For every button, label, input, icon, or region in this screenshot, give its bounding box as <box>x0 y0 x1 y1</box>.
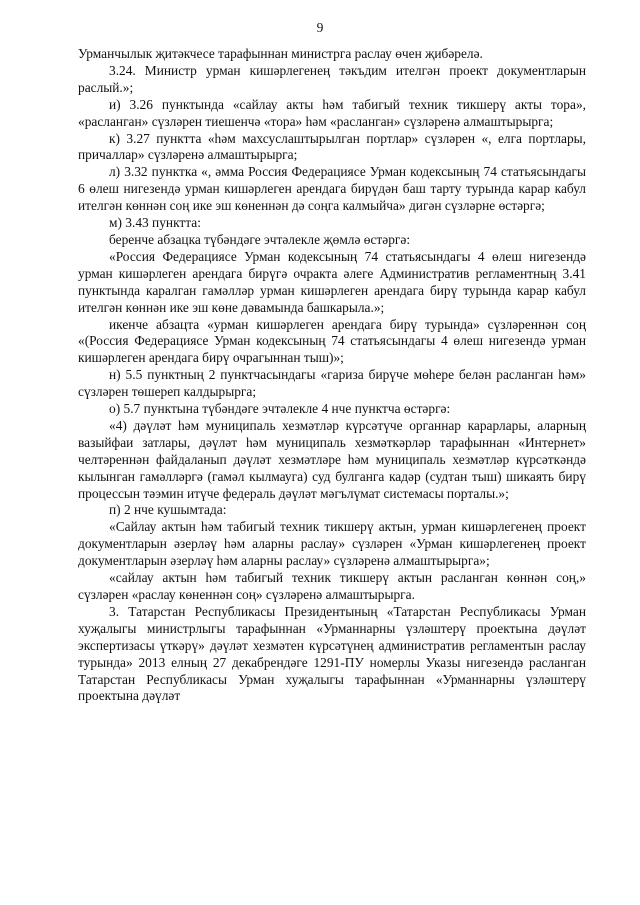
paragraph-p-first: «Сайлау актын һәм табигый техник тикшерү актын, урман кишәрлегенең проект документларын әзерләү һәм аларны раслау» сүзләрен «Урман кишәрлегенең проект документларын әзерләү һәм аларны раслау» сүзләренә алмаштырырга»; <box>78 519 586 569</box>
paragraph-o: о) 5.7 пунктына түбәндәге эчтәлекле 4 нче пунктча өстәргә: <box>109 401 451 417</box>
paragraph-n: н) 5.5 пунктның 2 пунктчасындагы «гариза бирүче мөһере белән расланган һәм» сүзләрен төшереп калдырырга; <box>78 367 586 400</box>
page-number: 9 <box>316 20 324 35</box>
paragraph-p: п) 2 нче кушымтада: <box>109 502 227 518</box>
paragraph-k: к) 3.27 пунктта «һәм махсуслаштырылган портлар» сүзләрен «, елга портлары, причаллар» сүзләренә алмаштырырга; <box>78 130 586 163</box>
paragraph-m: м) 3.43 пунктта: <box>109 215 201 231</box>
paragraph-m-quote: «Россия Федерациясе Урман кодексының 74 статьясындагы 4 өлеш нигезендә урман кишәрлеген арендага бирүгә очракта әлеге Административ регламентның 3.41 пунктында каралган гамәлләр урман кишәрлеген арендага бирү турында карар кабул ителгән көннән ике эш көне дәвамында башкарыла.»; <box>78 248 586 315</box>
paragraph-p-second: «сайлау актын һәм табигый техник тикшерү актын расланган көннән соң,» сүзләрен «раслау көненнән соң» сүзләренә алмаштырырга. <box>78 570 586 602</box>
paragraph-3-24: 3.24. Министр урман кишәрлегенең тәкъдим ителгән проект документларын раслый.»; <box>78 62 586 95</box>
paragraph-3: 3. Татарстан Республикасы Президентының «Татарстан Республикасы Урман хуҗалыгы министрлыгы тарафыннан «Урманнарны үзләштерү проектына дәүләт экспертизасы үткәрү» дәүләт хезмәтен күрсәтүнең административ регламентын раслау турында» 2013 елның 27 декабрендәге 1291-ПУ номерлы Указы нигезендә расланган Татарстан Республикасы Урман хуҗалыгы тарафыннан «Урманнарны үзләштерү проектына дәүләт <box>78 603 586 704</box>
paragraph-i: и) 3.26 пунктында «сайлау акты һәм табигый техник тикшерү акты тора», «расланган» сүзләрен тиешенчә «тора» һәм «расланган» сүзләренә алмаштырырга; <box>78 96 586 129</box>
paragraph-m-first: беренче абзацка түбәндәге эчтәлекле җөмлә өстәргә: <box>109 231 411 247</box>
document-body <box>78 46 586 705</box>
paragraph-continuation: Урманчылык җитәкчесе тарафыннан министрга раслау өчен җибәрелә. <box>78 46 483 61</box>
paragraph-o-quote: «4) дәүләт һәм муниципаль хезмәтләр күрсәтүче органнар карарлары, аларның вазыйфаи затлары, дәүләт һәм муниципаль хезмәткәрләр тарафыннан «Интернет» челтәреннән файдаланып дәүләт хезмәтләре һәм муниципаль хезмәтләр күрсәткәндә кылынган гамәлләргә (гамәл кылмауга) суд булганга кадәр (судтан тыш) шикаять бирү процессын тәэмин итүче федераль дәүләт мәгълүмат системасы порталы.»; <box>78 417 586 501</box>
paragraph-m-second: икенче абзацта «урман кишәрлеген арендага бирү турында» сүзләреннән соң «(Россия Федерациясе Урман кодексының 74 статьясындагы 4 өлеш нигезендә урман кишәрлеген арендага бирү очрагыннан тыш)»; <box>78 316 586 366</box>
paragraph-l: л) 3.32 пунктка «, әмма Россия Федерациясе Урман кодексының 74 статьясындагы 6 өлеш нигезендә урман кишәрлеген арендага бирүдән баш тарту турында карар кабул ителгән көннән соң ике эш көненнән дә соңга калмыйча» дигән сүзләрне өстәргә; <box>78 164 586 214</box>
